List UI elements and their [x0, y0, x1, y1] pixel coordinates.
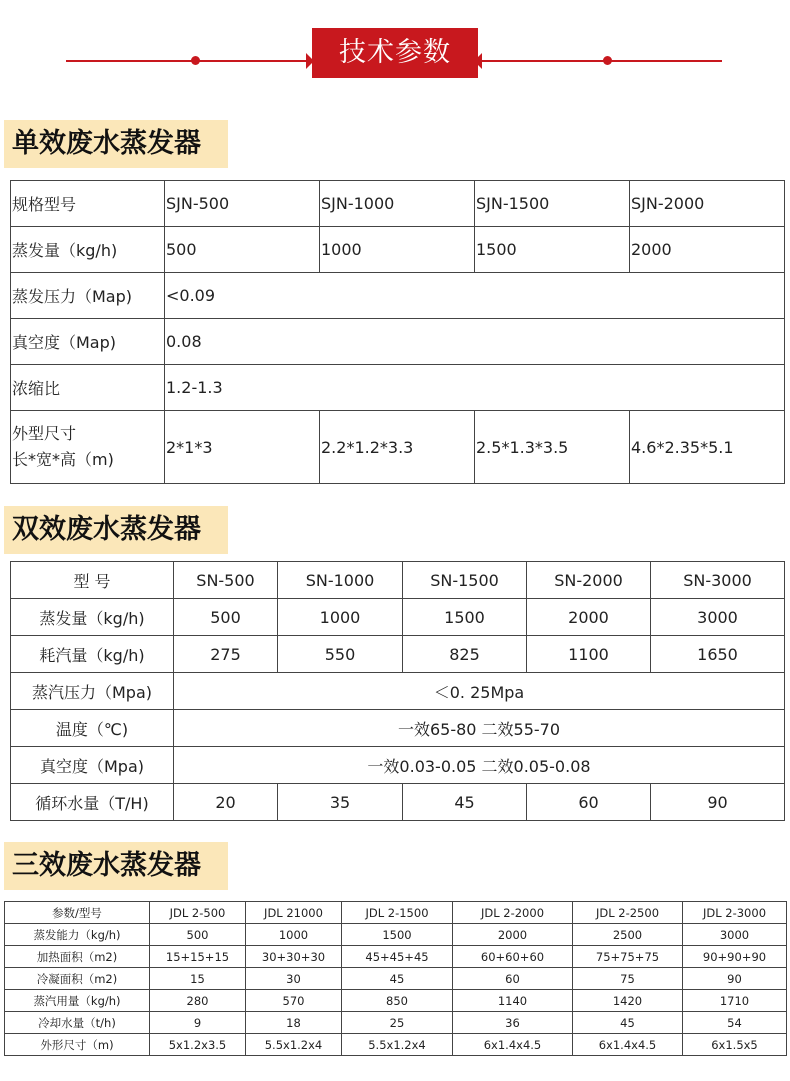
table-row [11, 636, 785, 673]
table-row [5, 968, 787, 990]
table-cell: 1100 [527, 636, 651, 673]
page-title: 技术参数 [312, 28, 478, 78]
table-cell: 蒸发压力（Map) [11, 273, 165, 319]
table-cell: 3000 [683, 924, 787, 946]
table-cell: 30+30+30 [246, 946, 342, 968]
table-cell: 500 [165, 227, 320, 273]
table-cell: SN-1500 [403, 562, 527, 599]
table-cell: 冷却水量（t/h) [5, 1012, 150, 1034]
single-effect-table [10, 180, 785, 484]
table-cell: 1500 [475, 227, 630, 273]
table-cell: 850 [342, 990, 453, 1012]
table-row [5, 1034, 787, 1056]
table-cell: 5.5x1.2x4 [342, 1034, 453, 1056]
table-row [11, 227, 785, 273]
table-cell: 6x1.4x4.5 [453, 1034, 573, 1056]
dimension-label-line1: 外型尺寸 [12, 424, 77, 443]
table-cell: SJN-1000 [320, 181, 475, 227]
table-cell: 15 [150, 968, 246, 990]
table-cell: SN-2000 [527, 562, 651, 599]
table-row [11, 562, 785, 599]
table-cell: SJN-500 [165, 181, 320, 227]
table-cell: 1000 [246, 924, 342, 946]
table-cell: 60 [527, 784, 651, 821]
section-title-triple-effect: 三效废水蒸发器 [4, 842, 228, 890]
table-row [11, 710, 785, 747]
table-cell: 45 [573, 1012, 683, 1034]
table-cell: 真空度（Mpa) [11, 747, 174, 784]
table-cell: 54 [683, 1012, 787, 1034]
table-cell: 3000 [651, 599, 785, 636]
page-header [0, 14, 790, 66]
table-cell: SJN-2000 [630, 181, 785, 227]
table-cell: 5.5x1.2x4 [246, 1034, 342, 1056]
table-cell: 真空度（Map) [11, 319, 165, 365]
table-cell: 75+75+75 [573, 946, 683, 968]
table-cell: 2.5*1.3*3.5 [475, 411, 630, 484]
table-row [11, 411, 785, 484]
table-cell: 2000 [527, 599, 651, 636]
table-cell: 4.6*2.35*5.1 [630, 411, 785, 484]
table-cell: 蒸发量（kg/h) [11, 599, 174, 636]
table-cell: 15+15+15 [150, 946, 246, 968]
table-cell: 一效0.03-0.05 二效0.05-0.08 [174, 747, 785, 784]
table-cell: 1500 [403, 599, 527, 636]
table-cell: 循环水量（T/H) [11, 784, 174, 821]
table-row [11, 673, 785, 710]
table-row [5, 902, 787, 924]
section-title-single-effect: 单效废水蒸发器 [4, 120, 228, 168]
table-cell: 加热面积（m2) [5, 946, 150, 968]
table-cell: 45+45+45 [342, 946, 453, 968]
table-cell: 500 [150, 924, 246, 946]
table-cell: 825 [403, 636, 527, 673]
table-cell: <0.09 [165, 273, 785, 319]
table-cell: JDL 2-3000 [683, 902, 787, 924]
table-cell: 1500 [342, 924, 453, 946]
table-cell: 90 [651, 784, 785, 821]
table-cell: 浓缩比 [11, 365, 165, 411]
table-cell: 参数/型号 [5, 902, 150, 924]
table-cell: 500 [174, 599, 278, 636]
table-row [5, 946, 787, 968]
table-cell: 5x1.2x3.5 [150, 1034, 246, 1056]
table-cell: 一效65-80 二效55-70 [174, 710, 785, 747]
table-cell: 1.2-1.3 [165, 365, 785, 411]
table-cell: SJN-1500 [475, 181, 630, 227]
triple-effect-table [4, 901, 787, 1056]
table-cell: 275 [174, 636, 278, 673]
table-cell: 280 [150, 990, 246, 1012]
table-cell: 1650 [651, 636, 785, 673]
table-cell: 1000 [278, 599, 403, 636]
header-line-left [66, 60, 314, 62]
table-cell: 6x1.4x4.5 [573, 1034, 683, 1056]
header-dot-left [191, 56, 200, 65]
header-line-right [476, 60, 722, 62]
table-cell: 18 [246, 1012, 342, 1034]
table-cell: 30 [246, 968, 342, 990]
table-cell: 2.2*1.2*3.3 [320, 411, 475, 484]
table-cell: SN-1000 [278, 562, 403, 599]
double-effect-table [10, 561, 785, 821]
header-dot-right [603, 56, 612, 65]
table-cell: 冷凝面积（m2) [5, 968, 150, 990]
table-cell: SN-500 [174, 562, 278, 599]
table-cell: 外形尺寸（m) [5, 1034, 150, 1056]
table-cell: JDL 2-1500 [342, 902, 453, 924]
table-row [5, 1012, 787, 1034]
section-title-double-effect: 双效废水蒸发器 [4, 506, 228, 554]
table-row [5, 990, 787, 1012]
table-row [11, 747, 785, 784]
table-cell: 型 号 [11, 562, 174, 599]
table-cell: 35 [278, 784, 403, 821]
table-cell: 1710 [683, 990, 787, 1012]
table-cell: 2000 [453, 924, 573, 946]
table-cell: 20 [174, 784, 278, 821]
table-cell: 1420 [573, 990, 683, 1012]
table-cell: 36 [453, 1012, 573, 1034]
table-row [11, 319, 785, 365]
table-row [11, 599, 785, 636]
table-cell: ＜0. 25Mpa [174, 673, 785, 710]
table-cell: 2*1*3 [165, 411, 320, 484]
table-row [11, 273, 785, 319]
table-cell: 570 [246, 990, 342, 1012]
table-cell: 60+60+60 [453, 946, 573, 968]
table-cell: 90+90+90 [683, 946, 787, 968]
table-cell: JDL 2-2500 [573, 902, 683, 924]
table-cell: 1140 [453, 990, 573, 1012]
table-cell: 蒸发量（kg/h) [11, 227, 165, 273]
table-cell: 温度（℃) [11, 710, 174, 747]
table-cell: 耗汽量（kg/h) [11, 636, 174, 673]
table-cell [11, 411, 165, 484]
table-cell: 1000 [320, 227, 475, 273]
table-cell: 蒸汽用量（kg/h) [5, 990, 150, 1012]
table-row [5, 924, 787, 946]
table-cell: JDL 2-500 [150, 902, 246, 924]
table-cell: 75 [573, 968, 683, 990]
table-cell: 90 [683, 968, 787, 990]
table-cell: 45 [403, 784, 527, 821]
dimension-label-line2: 长*宽*高（m) [12, 450, 114, 469]
table-cell: 25 [342, 1012, 453, 1034]
table-cell: JDL 21000 [246, 902, 342, 924]
table-row [11, 784, 785, 821]
table-cell: 60 [453, 968, 573, 990]
table-cell: 2500 [573, 924, 683, 946]
table-cell: 0.08 [165, 319, 785, 365]
table-cell: 550 [278, 636, 403, 673]
table-row [11, 365, 785, 411]
table-cell: JDL 2-2000 [453, 902, 573, 924]
table-cell: 6x1.5x5 [683, 1034, 787, 1056]
table-cell: 蒸发能力（kg/h) [5, 924, 150, 946]
table-cell: SN-3000 [651, 562, 785, 599]
table-cell: 蒸汽压力（Mpa) [11, 673, 174, 710]
table-cell: 2000 [630, 227, 785, 273]
table-cell: 规格型号 [11, 181, 165, 227]
table-cell: 45 [342, 968, 453, 990]
table-row [11, 181, 785, 227]
table-cell: 9 [150, 1012, 246, 1034]
